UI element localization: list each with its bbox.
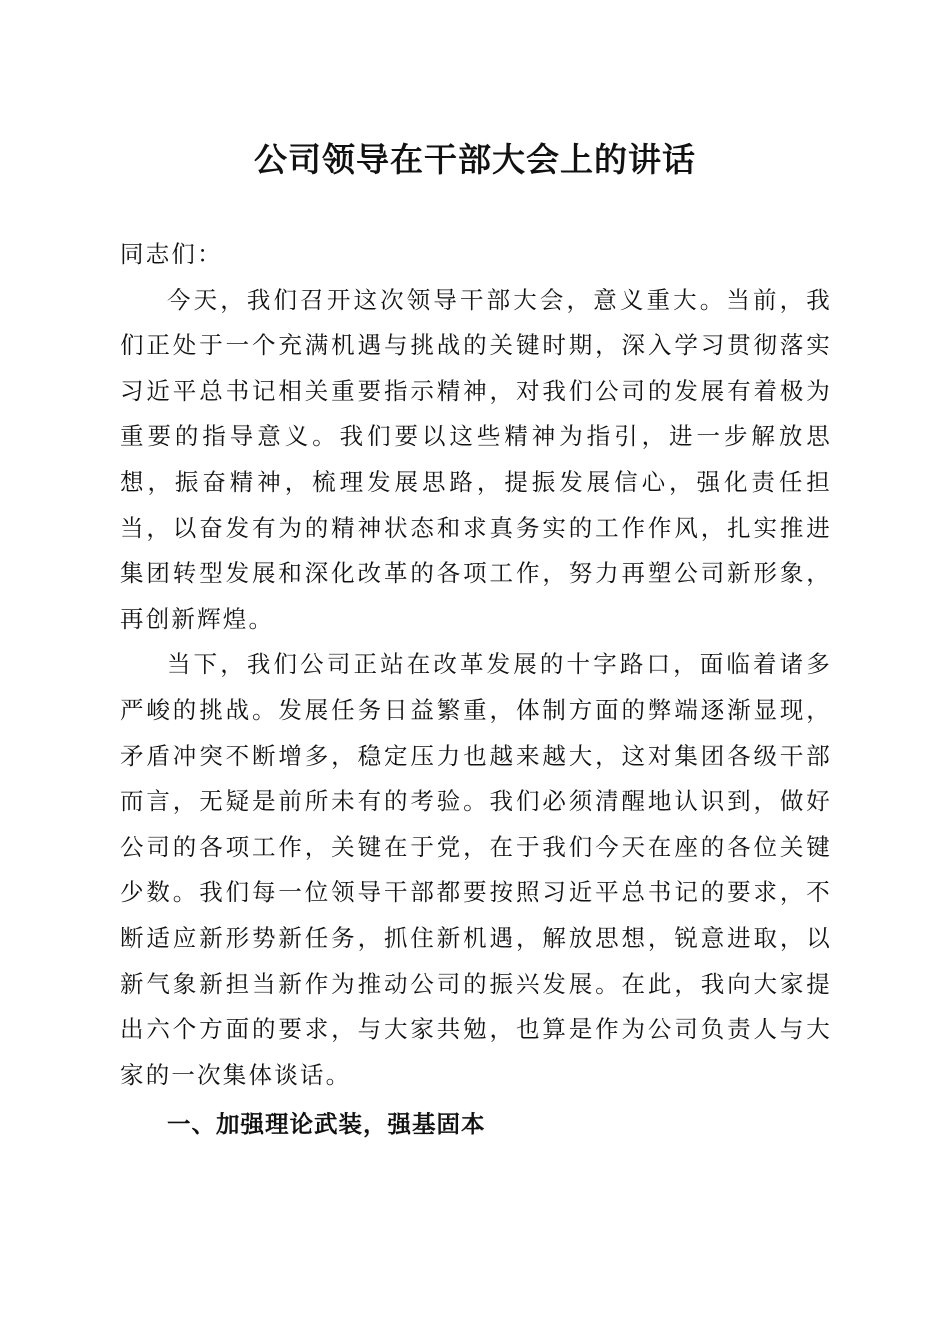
section-heading: 一、加强理论武装，强基固本 (167, 1110, 486, 1139)
paragraph-challenges: 当下，我们公司正站在改革发展的十字路口，面临着诸多严峻的挑战。发展任务日益繁重，体制方面的弊端逐渐显现，矛盾冲突不断增多，稳定压力也越来越大，这对集团各级干部而言，无疑是前所未有的考验。我们必须清醒地认识到，做好公司的各项工作，关键在于党，在于我们今天在座的各位关键少数。我们每一位领导干部都要按照习近平总书记的要求，不断适应新形势新任务，抓住新机遇，解放思想，锐意进取，以新气象新担当新作为推动公司的振兴发展。在此，我向大家提出六个方面的要求，与大家共勉，也算是作为公司负责人与大家的一次集体谈话。 (120, 650, 832, 1089)
paragraph-opening: 今天，我们召开这次领导干部大会，意义重大。当前，我们正处于一个充满机遇与挑战的关键时期，深入学习贯彻落实习近平总书记相关重要指示精神，对我们公司的发展有着极为重要的指导意义。我们要以这些精神为指引，进一步解放思想，振奋精神，梳理发展思路，提振发展信心，强化责任担当，以奋发有为的精神状态和求真务实的工作作风，扎实推进集团转型发展和深化改革的各项工作，努力再塑公司新形象，再创新辉煌。 (120, 285, 832, 633)
document-title: 公司领导在干部大会上的讲话 (254, 140, 696, 179)
salutation: 同志们： (120, 240, 223, 268)
document-body (120, 232, 832, 1148)
